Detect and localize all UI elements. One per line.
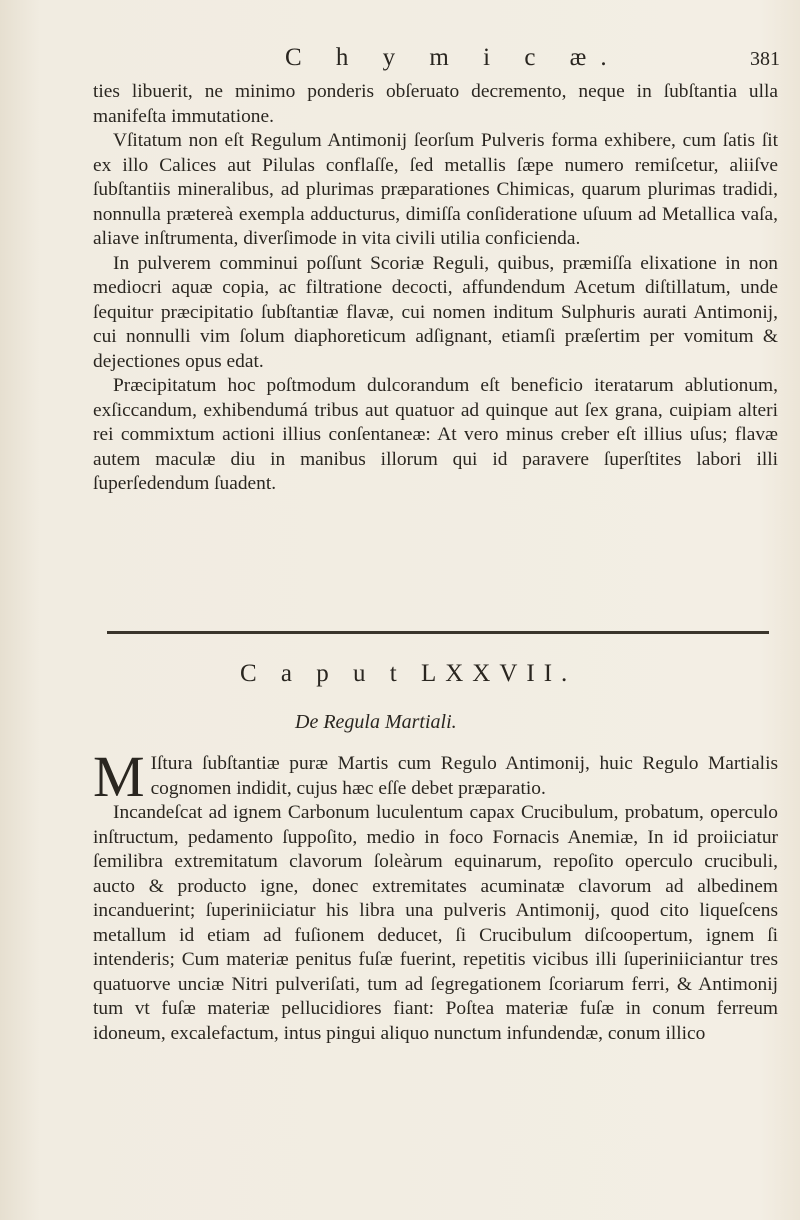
section-one-text [93, 80, 778, 497]
section-two-text [93, 744, 778, 1046]
page-header [150, 44, 780, 84]
paragraph: Præcipitatum hoc poſtmodum dulcorandum eſt beneficio iteratarum ablutionum, exſiccandum, exhibendumá tribus aut quatuor ad quinque aut ſex grana, cuipiam alteri rei commixtum actioni illius conſentaneæ: At vero minus creber eſt illius uſus; flavæ autem maculæ diu in manibus illorum qui id paravere ſuperſtites labori illi ſuperſedendum ſuadent. [93, 375, 778, 494]
paragraph: Incandeſcat ad ignem Carbonum luculentum capax Crucibulum, probatum, operculo inſtructum, pedamento ſuppoſito, medio in foco Fornacis Anemiæ, In id proiiciatur ſemilibra extremitatum clavorum ſoleàrum equinarum, repoſito operculo crucibuli, aucto & producto igne, donec extremitates acuminatæ clavorum ad albedinem incanduerint; ſuperiniiciatur his libra una pulveris Antimonij, quod cito liqueſcens metallum id etiam ad fuſionem deducet, ſi Crucibulum diſcoopertum, ignem ſi intenderis; Cum materiæ penitus fuſæ fuerint, repetitis vicibus illi ſuperiniiciantur tres quatuorve unciæ Nitri pulveriſati, tum ad ſegregationem ſcoriarum ferri, & Antimonij tum vt fuſæ materiæ pellucidiores fiant: Poſtea materiæ fuſæ in conum ferreum idoneum, excalefactum, intus pingui aliquo nunctum infundendæ, conum illico [93, 802, 778, 1044]
paragraph: Vſitatum non eſt Regulum Antimonij ſeorſum Pulveris forma exhibere, cum ſatis ſit ex illo Calices aut Pilulas conflaſſe, ſed metallis ſæpe numero remiſcetur, aliiſve ſubſtantiis mineralibus, ad plurimas præparationes Chimicas, quarum plurimas tradidi, nonnulla prætereà exempla adducturus, dimiſſa conſideratione uſuum ad Metallica vaſa, aliave inſtrumenta, diverſimode in vita civili utilia conficienda. [93, 130, 778, 249]
paragraph-text: Iſtura ſubſtantiæ puræ Martis cum Regulo Antimonij, huic Regulo Martialis cognomen indidit, cujus hæc eſſe debet præparatio. [150, 753, 778, 799]
chapter-subtitle: De Regula Martiali. [295, 711, 457, 733]
paragraph: ties libuerit, ne minimo ponderis obſeruato decremento, neque in ſubſtantia ulla manifeſta immutatione. [93, 81, 778, 127]
drop-cap-letter: M [93, 744, 145, 809]
paragraph: In pulverem comminui poſſunt Scoriæ Reguli, quibus, præmiſſa elixatione in non mediocri aquæ copia, ac filtratione decocti, affundendum Acetum diſtillatum, unde ſequitur præcipitatio ſubſtantiæ flavæ, cui nomen inditum Sulphuris aurati Antimonij, cui nonnulli vim ſolum diaphoreticum adſignant, etiamſi præſertim per vomitum & dejectiones opus edat. [93, 252, 778, 372]
running-head: C h y m i c æ. [285, 44, 621, 71]
page-number: 381 [750, 48, 780, 70]
section-divider-rule [107, 631, 769, 634]
chapter-title: C a p u t LXXVII. [240, 660, 577, 687]
paragraph-with-dropcap [93, 744, 778, 809]
